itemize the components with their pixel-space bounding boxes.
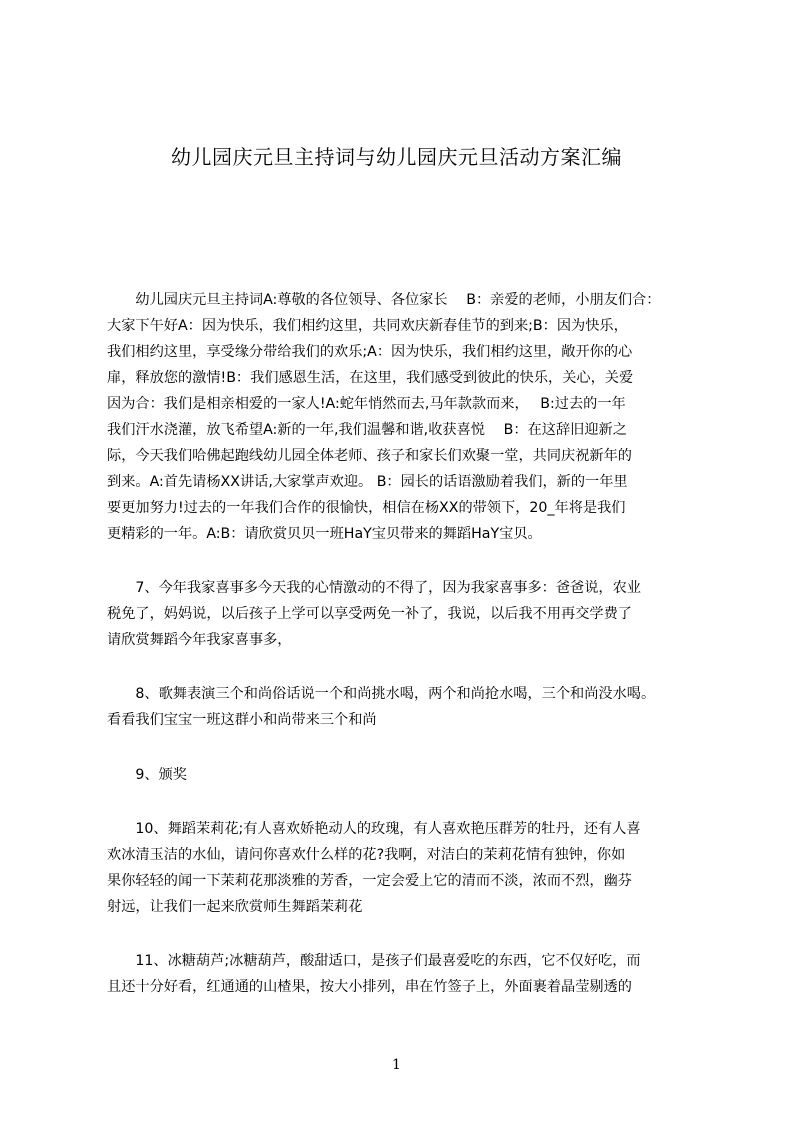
paragraph-line: 我们相约这里，享受缘分带给我们的欢乐;A：因为快乐，我们相约这里，敞开你的心	[107, 344, 633, 360]
paragraph-line: 且还十分好看，红通通的山楂果，按大小排列，串在竹签子上，外面裹着晶莹剔透的	[107, 979, 632, 995]
paragraph-line: 到来。A:首先请杨XX讲话,大家掌声欢迎。 B：园长的话语激励着我们，新的一年里	[107, 474, 628, 490]
paragraph-line: 11、冰糖葫芦;冰糖葫芦，酸甜适口，是孩子们最喜爱吃的东西，它不仅好吃，而	[107, 953, 641, 969]
paragraph-line: 欢冰清玉洁的水仙，请问你喜欢什么样的花?我啊，对洁白的茉莉花情有独钟，你如	[107, 847, 626, 863]
paragraph-line: 大家下午好A：因为快乐，我们相约这里，共同欢庆新春佳节的到来;B：因为快乐，	[107, 318, 628, 334]
paragraph-line: 8、歌舞表演三个和尚俗话说一个和尚挑水喝，两个和尚抢水喝，三个和尚没水喝。	[107, 686, 656, 702]
paragraph-line: 要更加努力!过去的一年我们合作的很愉快，相信在杨XX的带领下，20_年将是我们	[107, 500, 626, 516]
paragraph-line: 果你轻轻的闻一下茉莉花那淡雅的芳香，一定会爱上它的清而不淡，浓而不烈，幽芬	[107, 873, 632, 889]
paragraph-line: 更精彩的一年。A:B：请欣赏贝贝一班HaY宝贝带来的舞蹈HaY宝贝。	[107, 526, 542, 542]
paragraph-line: 扉，释放您的激情!B：我们感恩生活，在这里，我们感受到彼此的快乐，关心，关爱	[107, 370, 634, 386]
paragraph-line: 幼儿园庆元旦主持词A:尊敬的各位领导、各位家长 B：亲爱的老师，小朋友们合：	[107, 292, 661, 308]
paragraph-line: 7、今年我家喜事多今天我的心情激动的不得了，因为我家喜事多：爸爸说，农业	[107, 580, 641, 596]
paragraph-line: 请欣赏舞蹈今年我家喜事多，	[107, 632, 292, 648]
paragraph-line: 税免了，妈妈说，以后孩子上学可以享受两免一补了，我说，以后我不用再交学费了	[107, 606, 632, 622]
paragraph-line: 9、颁奖	[107, 767, 187, 783]
paragraph-line: 因为合：我们是相亲相爱的一家人!A:蛇年悄然而去,马年款款而来， B:过去的一年	[107, 396, 626, 412]
document-title: 幼儿园庆元旦主持词与幼儿园庆元旦活动方案汇编	[171, 145, 622, 169]
paragraph-line: 10、舞蹈茉莉花;有人喜欢娇艳动人的玫瑰，有人喜欢艳压群芳的牡丹，还有人喜	[107, 821, 641, 837]
paragraph-line: 看看我们宝宝一班这群小和尚带来三个和尚	[107, 712, 377, 728]
paragraph-line: 际，今天我们哈佛起跑线幼儿园全体老师、孩子和家长们欢聚一堂，共同庆祝新年的	[107, 448, 632, 464]
page-number: 1	[392, 1057, 401, 1073]
paragraph-line: 射远，让我们一起来欣赏师生舞蹈茉莉花	[107, 899, 363, 915]
paragraph-line: 我们汗水浇灌，放飞希望A:新的一年,我们温馨和谐,收获喜悦 B：在这辞旧迎新之	[107, 422, 627, 438]
